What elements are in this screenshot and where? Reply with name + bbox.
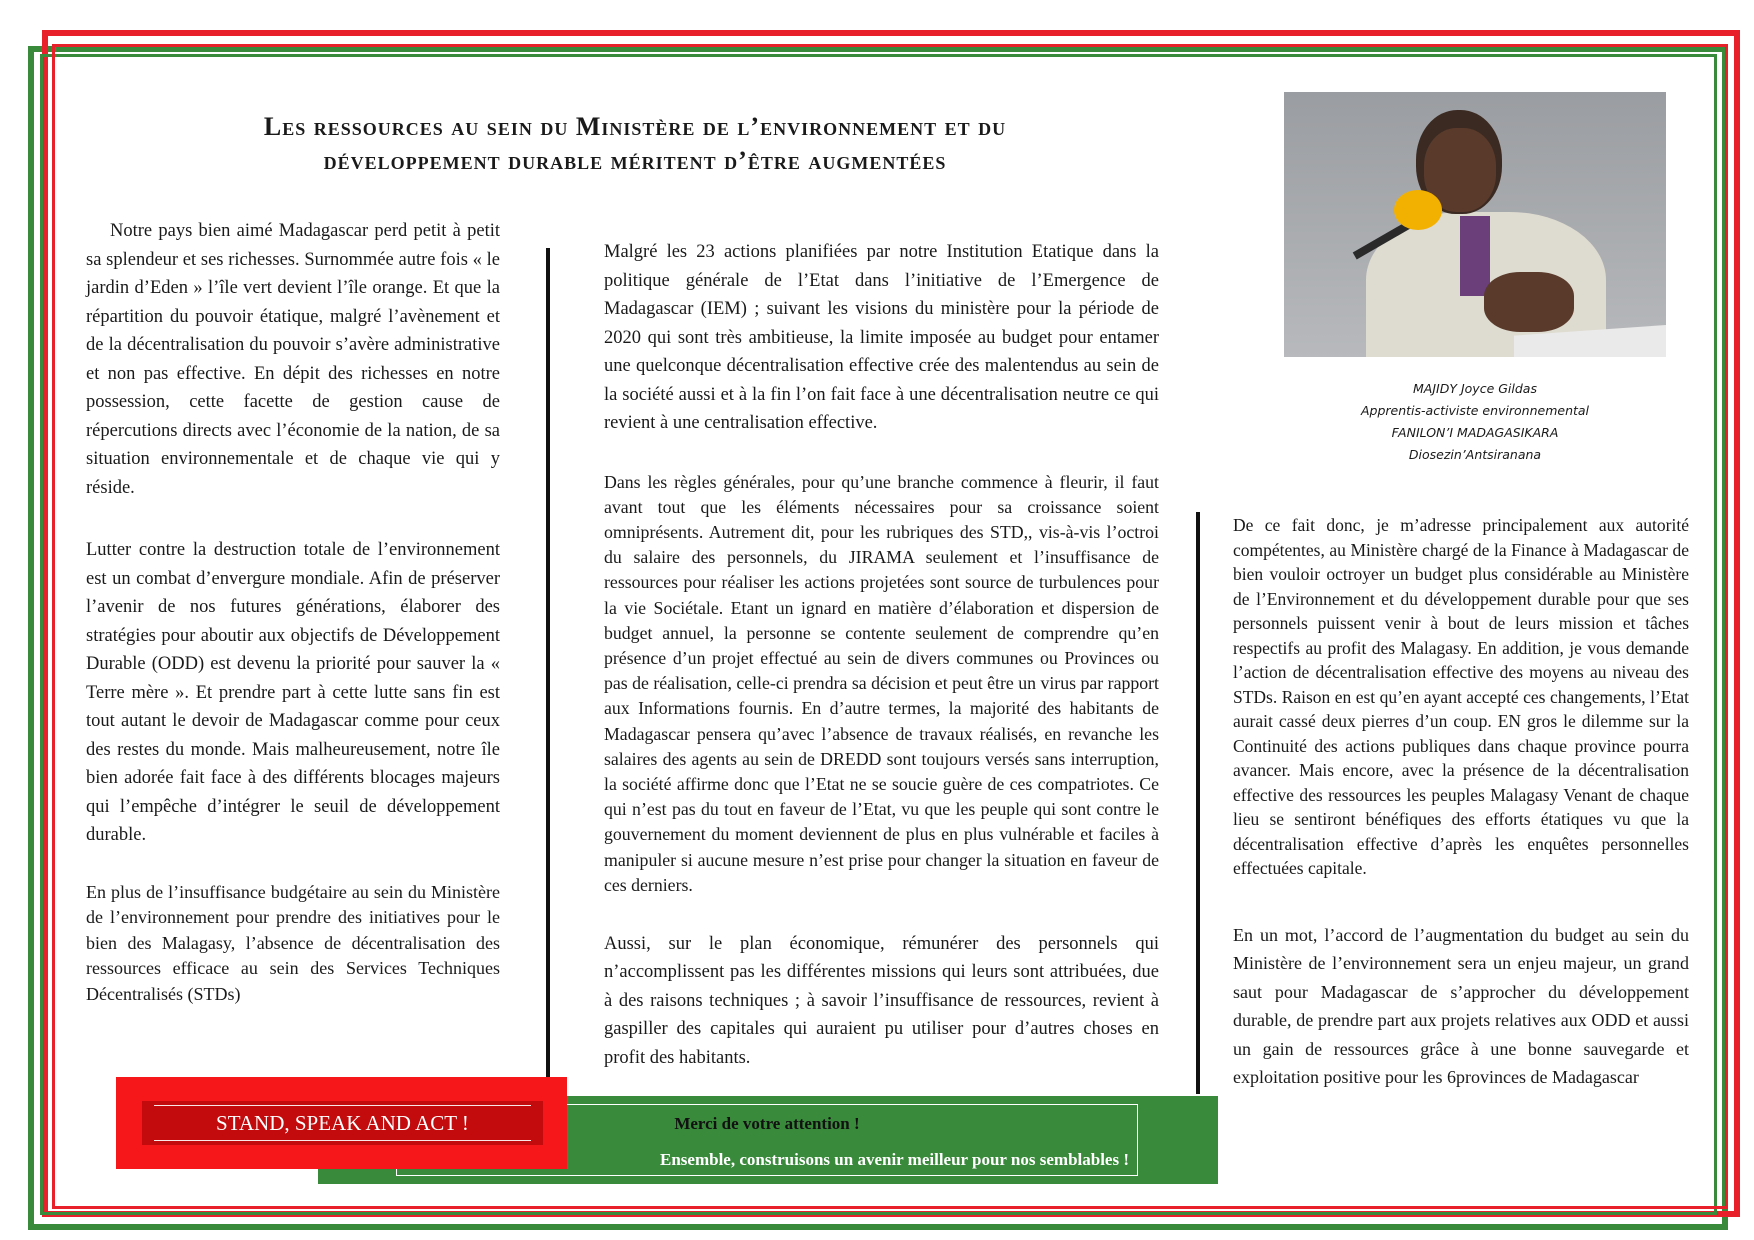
author-name: MAJIDY Joyce Gildas <box>1413 381 1537 396</box>
column-divider <box>546 248 550 1080</box>
paragraph: Notre pays bien aimé Madagascar perd petit à petit sa splendeur et ses richesses. Surnommée autre fois « le jardin d’Eden » l’île vert devient l’île orange. Et que la répartition du pouvoir étatique, malgré l’avènement et de la décentralisation du pouvoir s’avère administrative et non pas effective. En dépit des richesses en notre possession, cette facette de gestion cause de répercutions directs avec l’économie de la nation, de sa situation environnementale et de chaque vie qui y réside. <box>86 221 500 498</box>
page-title <box>160 110 1110 178</box>
photo-caption <box>1260 378 1690 466</box>
slogan-banner <box>116 1077 567 1169</box>
column-divider <box>1196 512 1200 1094</box>
column-middle <box>604 238 1159 1072</box>
paragraph: En plus de l’insuffisance budgétaire au sein du Ministère de l’environnement pour prendre des initiatives pour le bien des Malagasy, l’absence de décentralisation des ressources efficace au sein des Services Techniques Décentralisés (STDs) <box>86 881 500 1004</box>
paragraph: De ce fait donc, je m’adresse principalement aux autorité compétentes, au Ministère chargé de la Finance à Madagascar de bien vouloir octroyer un budget plus considérable au Ministère de l’Environnement et du développement durable pour que ses personnels puissent venir à bout de leurs mission et tâches respectifs au profit des Malagasy. En addition, je vous demande l’action de décentralisation effective des moyens au niveau des STDs. Raison en est qu’en ayant accepté ces changements, l’Etat aurait cassé deux pierres d’un coup. EN gros le dilemme sur la Continuité des actions publiques dans chaque province pourra avancer. Mais encore, avec la présence de la décentralisation effective des ressources les peuples Malagasy Venant de chaque lieu se sentiront bénéfiques des efforts étatiques vu que la décentralisation effective d’après les enquêtes personnelles effectuées capitale. <box>1233 515 1689 878</box>
title-line-1: Les ressources au sein du Ministère de l’environnement et du <box>263 112 1007 141</box>
title-line-2: développement durable méritent d’être augmentées <box>323 146 947 175</box>
paragraph: Dans les règles générales, pour qu’une branche commence à fleurir, il faut avant tout que les éléments nécessaires pour sa croissance soient omniprésents. Autrement dit, pour les rubriques des STD,, vis-à-vis l’octroi du salaire des personnels, du JIRAMA seulement et l’insuffisance de ressources pour réaliser les actions projetées sont source de turbulences pour la vie Sociétale. Etant un ignard en matière d’élaboration et dispersion de budget annuel, la personne se contente seulement de comprendre qu’en présence d’un projet effectué au sein de divers communes ou Provinces ou pas de réalisation, celle-ci prendra sa décision et peut être un virus par rapport aux Informations fournis. En d’autre termes, la majorité des habitants de Madagascar pensera qu’avec l’absence de travaux réalisés, en revanche les salaires des agents au sein de DREDD sont toujours versés sans interruption, la société affirme donc que l’Etat ne se soucie guère de ces compatriotes. Ce qui n’est pas du tout en faveur de l’Etat, vu que les peuple qui sont contre le gouvernement du moment deviennent de plus en plus vulnérable et faciles à manipuler si aucune mesure n’est prise pour changer la situation en faveur de ces derniers. <box>604 471 1159 895</box>
slogan-text: STAND, SPEAK AND ACT ! <box>216 1111 469 1135</box>
author-photo <box>1284 92 1666 357</box>
microphone-icon <box>1394 190 1442 230</box>
author-location: Diosezin’Antsiranana <box>1408 447 1542 462</box>
author-organization: FANILON’I MADAGASIKARA <box>1391 425 1559 440</box>
paragraph: Aussi, sur le plan économique, rémunérer des personnels qui n’accomplissent pas les différentes missions qui leurs sont attribuées, due à des raisons techniques ; à savoir l’insuffisance de ressources, revient à gaspiller des capitales qui auraient pu utiliser pour d’autres choses en profit des habitants. <box>604 933 1159 1068</box>
paragraph: En un mot, l’accord de l’augmentation du budget au sein du Ministère de l’environnement sera un enjeu majeur, un grand saut pour Madagascar de s’approcher du développement durable, de prendre part aux projets relatives aux ODD et aussi un gain de ressources grâce à une bonne sauvegarde et exploitation positive pour les 6provinces de Madagascar <box>1233 924 1689 1087</box>
slogan-frame <box>142 1101 543 1145</box>
paragraph: Lutter contre la destruction totale de l’environnement est un combat d’envergure mondiale. Afin de préserver l’avenir de nos futures générations, élaborer des stratégies pour aboutir aux objectifs de Développement Durable (ODD) est devenu la priorité pour sauver la « Terre mère ». Et prendre part à cette lutte sans fin est tout autant le devoir de Madagascar comme pour ceux des restes du monde. Mais malheureusement, notre île bien adorée fait face à des différents blocages majeurs qui l’empêche d’intégrer le seuil de développement durable. <box>86 540 500 845</box>
together-text: Ensemble, construisons un avenir meilleur pour nos semblables ! <box>660 1150 1129 1169</box>
column-left <box>86 217 500 1007</box>
column-right <box>1233 513 1689 1092</box>
author-role: Apprentis-activiste environnemental <box>1360 403 1590 418</box>
paragraph: Malgré les 23 actions planifiées par notre Institution Etatique dans la politique générale de l’Etat dans l’initiative de l’Emergence de Madagascar (IEM) ; suivant les visions du ministère pour la période de 2020 qui sont très ambitieuse, la limite imposée au budget pour entamer une quelconque décentralisation effective crée des malentendus au sein de la société aussi et à la fin l’on fait face à une décentralisation neutre ce qui revient à une centralisation effective. <box>604 242 1159 433</box>
thanks-text: Merci de votre attention ! <box>674 1114 860 1133</box>
